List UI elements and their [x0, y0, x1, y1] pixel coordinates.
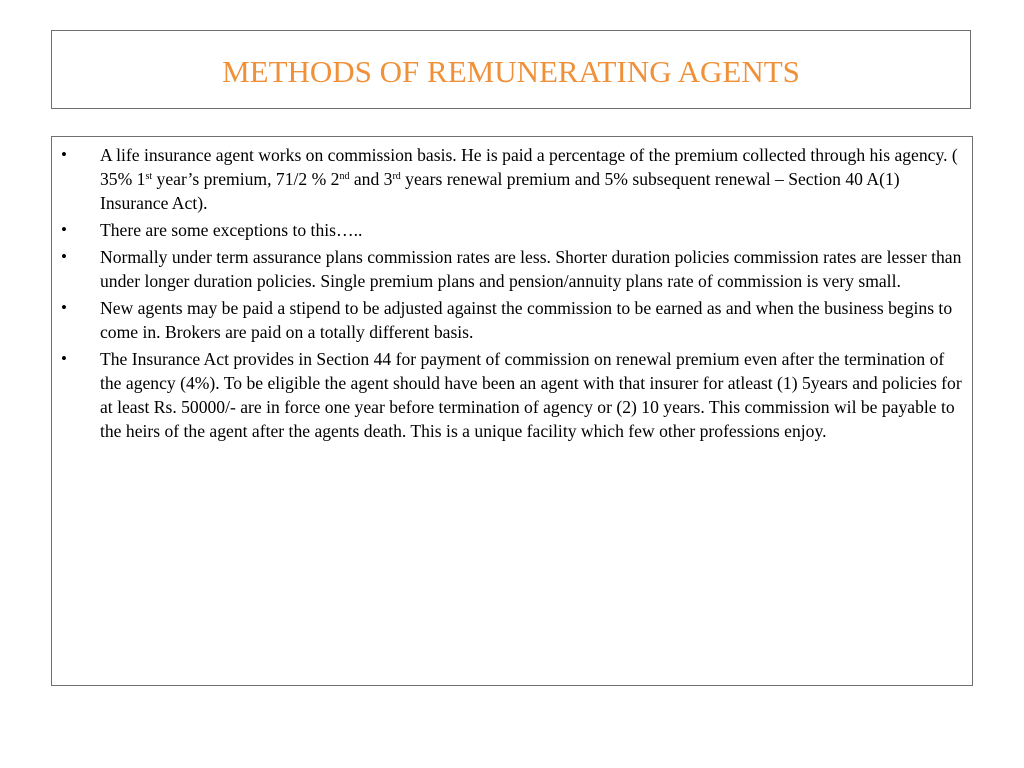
bullet-icon: •: [61, 298, 67, 317]
superscript-rd: rd: [392, 171, 401, 182]
bullet-icon: •: [61, 145, 67, 164]
bullet-text-part: year’s premium, 71/2 % 2: [152, 169, 340, 189]
content-box: [51, 136, 973, 686]
bullet-icon: •: [61, 247, 67, 266]
bullet-text: There are some exceptions to this…..: [100, 220, 363, 240]
bullet-icon: •: [61, 220, 67, 239]
bullet-item-section-44: [52, 347, 972, 443]
bullet-item-new-agents: [52, 296, 972, 344]
bullet-text-part: A life insurance agent works on commission basis. He is paid a percentage of the premium collected through his agency. ( 35% 1: [100, 145, 958, 189]
bullet-item-commission-basis: [52, 143, 972, 215]
bullet-icon: •: [61, 349, 67, 368]
bullet-text-part: and 3: [349, 169, 393, 189]
slide-title: METHODS OF REMUNERATING AGENTS: [222, 53, 800, 89]
bullet-list: [52, 137, 972, 443]
bullet-item-term-assurance: [52, 245, 972, 293]
title-box: [51, 30, 971, 109]
bullet-item-exceptions: [52, 218, 972, 242]
superscript-nd: nd: [339, 171, 350, 182]
bullet-text-part: years renewal premium and 5% subsequent renewal – Section 40 A(1) Insurance Act).: [100, 169, 900, 213]
bullet-text: New agents may be paid a stipend to be adjusted against the commission to be earned as and when the business begins to come in. Brokers are paid on a totally different basis.: [100, 298, 953, 342]
bullet-text: Normally under term assurance plans commission rates are less. Shorter duration policies commission rates are lesser than under longer duration policies. Single premium plans and pension/annuity plans rate of commission is very small.: [100, 247, 962, 291]
superscript-st: st: [145, 171, 153, 182]
bullet-text: The Insurance Act provides in Section 44 for payment of commission on renewal premium even after the termination of the agency (4%). To be eligible the agent should have been an agent with that insurer for atleast (1) 5years and policies for at least Rs. 50000/- are in force one year before termination of agency or (2) 10 years. This commission wil be payable to the heirs of the agent after the agents death. This is a unique facility which few other professions enjoy.: [100, 349, 962, 441]
